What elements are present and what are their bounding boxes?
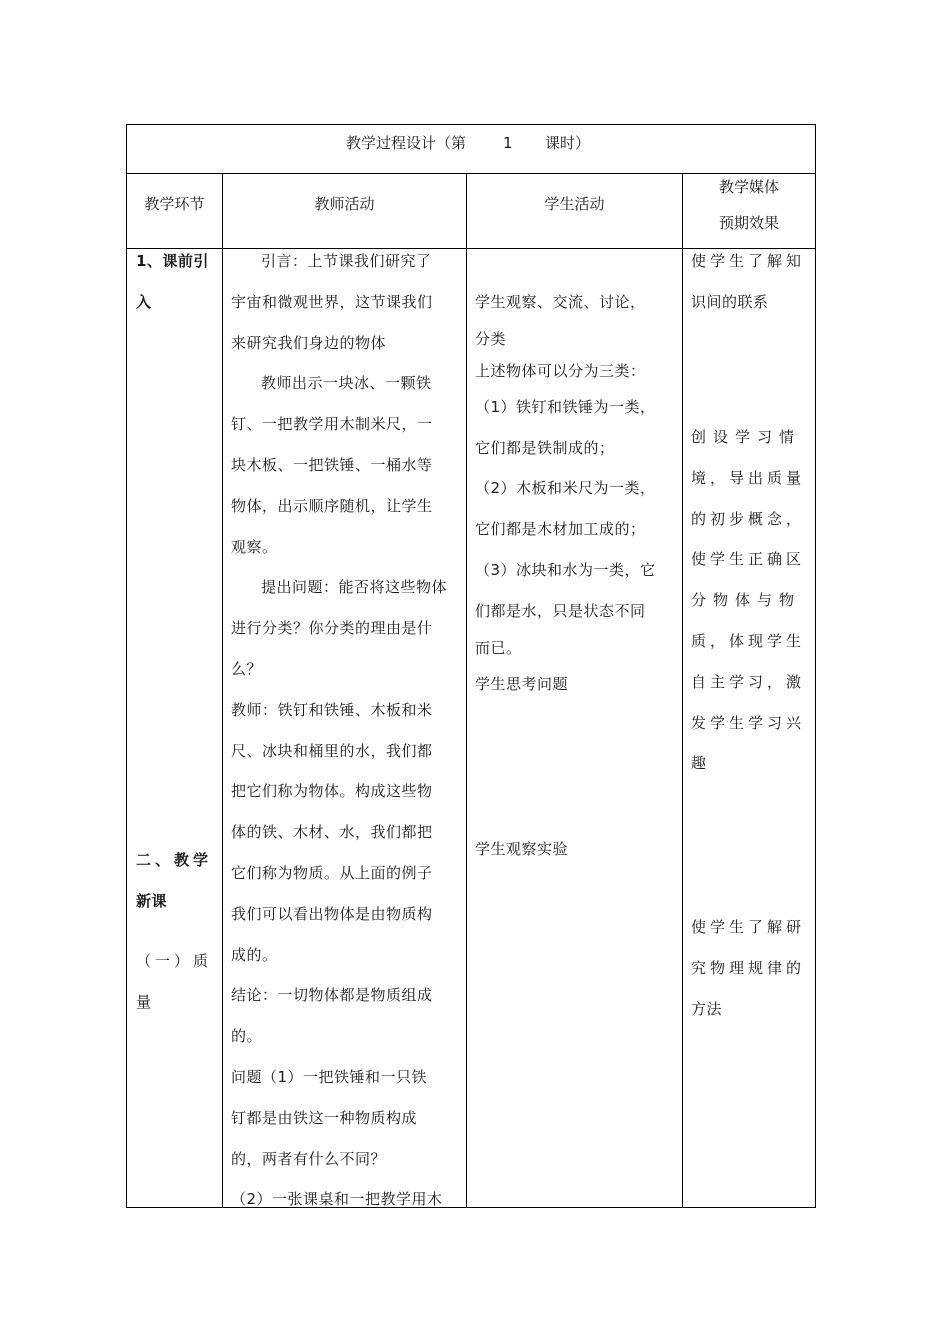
header-teacher-activity: 教师活动 [314,195,375,213]
section-mass-line2: 量 [136,992,152,1011]
teacher-line: 问题（1）一把铁锤和一只铁 [231,1067,428,1086]
media-line: 识间的联系 [691,292,769,311]
header-student-activity: 学生活动 [544,195,605,213]
media-line: 趣 [691,754,707,773]
section-new-lesson [136,840,218,922]
teacher-line: 它们称为物质。从上面的例子 [231,863,433,882]
media-line: 境，导出质量 [691,468,806,487]
media-effect-text-2 [691,417,811,784]
teacher-line: 宇宙和微观世界，这节课我们 [231,292,433,311]
student-line: （1）铁钉和铁锤为一类， [475,397,656,416]
teacher-line: 物体，出示顺序随机，让学生 [231,496,433,515]
table-title-row [127,125,815,174]
teacher-line: 块木板、一把铁锤、一桶水等 [231,455,433,474]
media-effect-text [691,241,811,323]
teacher-line: 的。 [231,1027,263,1046]
header-media-line2: 预期效果 [718,214,779,232]
header-media-line1: 教学媒体 [718,178,779,196]
section-intro-line2: 入 [136,292,152,311]
teacher-line: （2）一张课桌和一把教学用木 [231,1190,443,1209]
section-mass [136,941,218,1023]
teacher-line: 观察。 [231,537,278,556]
media-line: 自主学习，激 [691,672,806,691]
teacher-line: 来研究我们身边的物体 [231,333,387,352]
student-line: 学生思考问题 [475,674,569,693]
title-part1: 教学过程设计（第 [346,134,467,152]
teacher-line: 体的铁、木材、水，我们都把 [231,823,433,842]
teacher-line: 进行分类？你分类的理由是什 [231,619,433,638]
teacher-activity-text [231,241,461,1220]
student-line: 们都是水，只是状态不同 [475,601,646,620]
media-line: 使学生了解知 [691,252,806,270]
media-line: 方法 [691,999,723,1018]
student-line: 分类 [475,329,507,348]
student-line: 它们都是铁制成的； [475,438,615,457]
title-number: 1 [503,134,513,152]
title-part2: 课时） [545,134,591,152]
teacher-line: 提出问题：能否将这些物体 [261,578,448,597]
media-line: 使学生了解研 [691,918,806,936]
student-activity-text [475,282,677,704]
teacher-line: 教师出示一块冰、一颗铁 [261,374,432,393]
teacher-line: 尺、冰块和桶里的水，我们都 [231,741,433,760]
media-line: 分物体与物 [691,591,802,610]
column-divider [682,174,683,1207]
student-line: （3）冰块和水为一类，它 [475,560,656,579]
student-line: 而已。 [475,638,522,657]
student-activity-text-2 [475,829,677,870]
student-line: 学生观察实验 [475,840,569,858]
column-divider [466,174,467,1207]
media-line: 究物理规律的 [691,958,806,977]
teacher-line: 钉都是由铁这一种物质构成 [231,1108,418,1127]
teacher-line: 么？ [231,659,263,678]
teacher-line: 钉、一把教学用木制米尺，一 [231,415,433,434]
teacher-line: 结论：一切物体都是物质组成 [231,986,433,1005]
section-intro-line1: 1、课前引 [136,252,209,270]
media-line: 发学生学习兴 [691,713,806,732]
header-section: 教学环节 [144,195,205,213]
teacher-line: 引言：上节课我们研究了 [261,252,432,270]
student-line: （2）木板和米尺为一类， [475,479,656,498]
media-line: 质，体现学生 [691,631,806,650]
section-mass-line1: （一）质 [136,952,213,970]
student-line: 上述物体可以分为三类： [475,361,646,380]
student-line: 学生观察、交流、讨论， [475,293,646,311]
lesson-plan-table [126,124,816,1208]
media-line: 使学生正确区 [691,550,806,569]
teacher-line: 教师：铁钉和铁锤、木板和米 [231,700,433,719]
teacher-line: 把它们称为物体。构成这些物 [231,782,433,801]
media-line: 的初步概念， [691,509,806,528]
teacher-line: 成的。 [231,945,278,964]
media-line: 创设学习情 [691,428,802,446]
media-effect-text-3 [691,907,811,1029]
teacher-line: 的，两者有什么不同？ [231,1149,387,1168]
column-divider [222,174,223,1207]
student-line: 它们都是木材加工成的； [475,520,646,539]
teacher-line: 我们可以看出物体是由物质构 [231,904,433,923]
section-new-lesson-line1: 二、教学 [136,851,213,869]
section-intro [136,241,218,323]
section-new-lesson-line2: 新课 [136,891,168,910]
